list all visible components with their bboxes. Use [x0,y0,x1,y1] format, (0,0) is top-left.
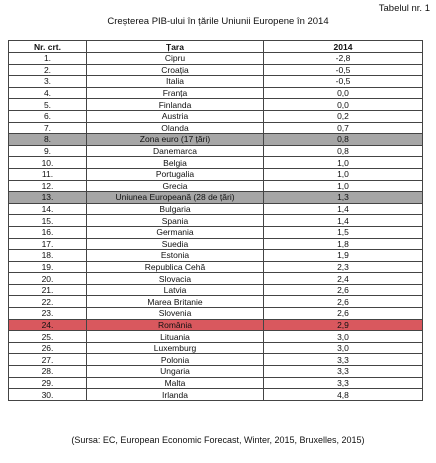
row-number-cell: 9. [9,145,87,157]
row-country-cell: Cipru [87,53,264,65]
table-row [9,296,423,308]
table-number-label: Tabelul nr. 1 [378,3,430,14]
row-number-cell: 5. [9,99,87,111]
row-country-cell: Finlanda [87,99,264,111]
table-row [9,157,423,169]
row-number-cell: 13. [9,192,87,204]
row-country-cell: Luxemburg [87,342,264,354]
header-2014: 2014 [264,41,423,53]
row-number-cell: 1. [9,53,87,65]
table-row [9,87,423,99]
row-number-cell: 7. [9,122,87,134]
row-number-cell: 8. [9,134,87,146]
row-value-cell: 1,0 [264,168,423,180]
row-value-cell: 1,5 [264,226,423,238]
row-value-cell: 3,0 [264,331,423,343]
row-value-cell: 0,0 [264,87,423,99]
row-country-cell: Latvia [87,284,264,296]
row-country-cell: Germania [87,226,264,238]
row-country-cell: Olanda [87,122,264,134]
table-row [9,354,423,366]
row-country-cell: Polonia [87,354,264,366]
row-country-cell: Malta [87,377,264,389]
table-row [9,366,423,378]
row-country-cell: Ungaria [87,366,264,378]
table-row [9,377,423,389]
row-value-cell: 0,7 [264,122,423,134]
row-country-cell: Danemarca [87,145,264,157]
row-number-cell: 16. [9,226,87,238]
source-note: (Sursa: EC, European Economic Forecast, Winter, 2015, Bruxelles, 2015) [71,435,365,445]
table-row [9,203,423,215]
row-value-cell: 4,8 [264,389,423,401]
row-country-cell: Uniunea Europeană (28 de țări) [87,192,264,204]
table-row [9,145,423,157]
row-country-cell: Italia [87,76,264,88]
row-value-cell: 0,8 [264,134,423,146]
row-value-cell: 2,6 [264,308,423,320]
row-number-cell: 2. [9,64,87,76]
row-country-cell: Slovacia [87,273,264,285]
row-number-cell: 27. [9,354,87,366]
row-number-cell: 17. [9,238,87,250]
row-number-cell: 19. [9,261,87,273]
table-row [9,389,423,401]
header-tara: Țara [87,41,264,53]
table-row [9,331,423,343]
row-country-cell: Marea Britanie [87,296,264,308]
row-value-cell: 2,9 [264,319,423,331]
row-value-cell: 1,3 [264,192,423,204]
row-number-cell: 28. [9,366,87,378]
table-row [9,261,423,273]
row-country-cell: Belgia [87,157,264,169]
row-country-cell: Croația [87,64,264,76]
row-country-cell: Republica Cehă [87,261,264,273]
row-value-cell: 2,4 [264,273,423,285]
table-body [9,53,423,401]
row-country-cell: Franța [87,87,264,99]
row-country-cell: Portugalia [87,168,264,180]
row-number-cell: 15. [9,215,87,227]
row-number-cell: 25. [9,331,87,343]
table-row [9,238,423,250]
row-value-cell: 2,6 [264,296,423,308]
row-number-cell: 10. [9,157,87,169]
row-number-cell: 20. [9,273,87,285]
row-value-cell: 1,0 [264,180,423,192]
row-country-cell: Suedia [87,238,264,250]
row-number-cell: 22. [9,296,87,308]
table-row [9,342,423,354]
row-value-cell: 1,4 [264,215,423,227]
table-row [9,110,423,122]
table-row [9,76,423,88]
row-number-cell: 21. [9,284,87,296]
row-number-cell: 14. [9,203,87,215]
table-row [9,180,423,192]
row-country-cell: Bulgaria [87,203,264,215]
table-row [9,250,423,262]
table-row [9,64,423,76]
row-value-cell: 3,3 [264,354,423,366]
row-number-cell: 24. [9,319,87,331]
row-country-cell: Estonia [87,250,264,262]
row-country-cell: Austria [87,110,264,122]
row-number-cell: 18. [9,250,87,262]
header-nr-crt: Nr. crt. [9,41,87,53]
row-value-cell: 1,9 [264,250,423,262]
row-value-cell: 0,2 [264,110,423,122]
row-number-cell: 26. [9,342,87,354]
table-row [9,168,423,180]
table-row [9,226,423,238]
row-value-cell: -2,8 [264,53,423,65]
row-value-cell: 3,3 [264,377,423,389]
row-value-cell: 3,3 [264,366,423,378]
row-country-cell: Irlanda [87,389,264,401]
table-row [9,319,423,331]
row-number-cell: 12. [9,180,87,192]
row-country-cell: Spania [87,215,264,227]
row-country-cell: Zona euro (17 țări) [87,134,264,146]
row-value-cell: 2,3 [264,261,423,273]
table-row [9,273,423,285]
table-row [9,134,423,146]
table-title: Creșterea PIB-ului în țările Uniunii Europene în 2014 [107,16,329,27]
gdp-growth-table [8,40,423,401]
row-number-cell: 3. [9,76,87,88]
row-value-cell: 2,6 [264,284,423,296]
row-value-cell: 1,8 [264,238,423,250]
row-number-cell: 23. [9,308,87,320]
row-value-cell: 0,8 [264,145,423,157]
row-number-cell: 11. [9,168,87,180]
row-value-cell: -0,5 [264,76,423,88]
row-country-cell: Grecia [87,180,264,192]
row-value-cell: 1,0 [264,157,423,169]
table-row [9,308,423,320]
row-number-cell: 4. [9,87,87,99]
row-value-cell: -0,5 [264,64,423,76]
row-value-cell: 0,0 [264,99,423,111]
table-row [9,284,423,296]
table-row [9,215,423,227]
table-row [9,53,423,65]
row-value-cell: 1,4 [264,203,423,215]
row-value-cell: 3,0 [264,342,423,354]
row-country-cell: Lituania [87,331,264,343]
row-country-cell: România [87,319,264,331]
row-number-cell: 6. [9,110,87,122]
table-header-row [9,41,423,53]
row-number-cell: 30. [9,389,87,401]
table-row [9,192,423,204]
table-row [9,122,423,134]
row-number-cell: 29. [9,377,87,389]
table-row [9,99,423,111]
row-country-cell: Slovenia [87,308,264,320]
